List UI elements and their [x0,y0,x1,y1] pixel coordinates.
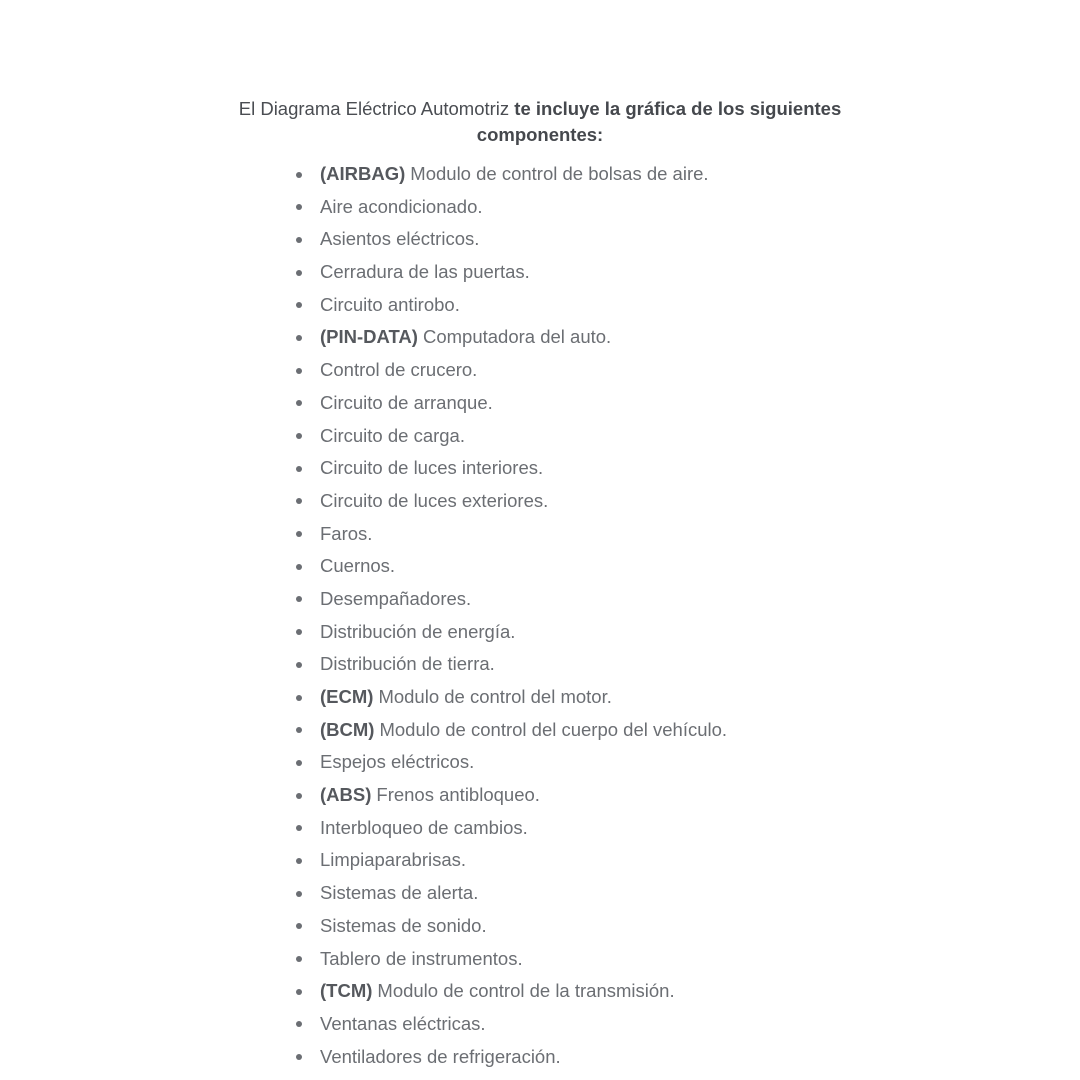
item-text: Distribución de energía. [320,620,516,642]
bullet-icon [296,204,302,210]
item-text: Faros. [320,522,373,544]
item-text: Control de crucero. [320,359,478,381]
bullet-icon [296,335,302,341]
item-text: Desempañadores. [320,587,472,609]
item-text: Sistemas de alerta. [320,882,479,904]
list-item [296,452,727,485]
list-item [296,616,727,649]
bullet-icon [296,923,302,929]
list-item [296,910,727,943]
bullet-icon [296,727,302,733]
bullet-icon [296,891,302,897]
item-text: Modulo de control de bolsas de aire. [410,163,709,184]
bullet-icon [296,629,302,635]
bullet-icon [296,466,302,472]
item-text: Frenos antibloqueo. [376,784,540,806]
list-item [296,844,727,877]
list-item [296,485,727,518]
list-item [296,223,727,256]
item-text: Cuernos. [320,555,396,577]
list-item [296,518,727,551]
list-item [296,191,727,224]
item-text: Cerradura de las puertas. [320,261,530,283]
item-text: Computadora del auto. [422,326,612,348]
item-abbreviation: (AIRBAG) [320,163,406,184]
item-text: Circuito de luces exteriores. [320,489,549,511]
item-text: Circuito de luces interiores. [320,457,544,479]
item-text: Interbloqueo de cambios. [320,816,528,838]
bullet-icon [296,858,302,864]
bullet-icon [296,760,302,766]
list-item [296,975,727,1008]
list-item [296,714,727,747]
item-text: Modulo de control del cuerpo del vehículo. [379,718,728,740]
list-item [296,321,727,354]
bullet-icon [296,498,302,504]
list-item [296,1041,727,1074]
list-item [296,158,727,191]
item-abbreviation: (TCM) [320,980,373,1002]
list-item [296,289,727,322]
bullet-icon [296,825,302,831]
item-text: Limpiaparabrisas. [320,849,467,871]
bullet-icon [296,302,302,308]
list-item [296,943,727,976]
bullet-icon [296,368,302,374]
item-text: Ventiladores de refrigeración. [320,1045,561,1067]
list-item [296,354,727,387]
list-item [296,387,727,420]
list-item [296,1008,727,1041]
item-text: Distribución de tierra. [320,653,495,675]
bullet-icon [296,956,302,962]
list-item [296,648,727,681]
item-text: Aire acondicionado. [320,195,483,217]
list-item [296,812,727,845]
bullet-icon [296,793,302,799]
bullet-icon [296,172,302,178]
intro-bold-text: te incluye la gráfica de los siguientes componentes: [476,97,842,145]
item-abbreviation: (BCM) [320,718,375,740]
item-text: Modulo de control de la transmisión. [377,980,675,1002]
item-text: Sistemas de sonido. [320,914,487,936]
item-abbreviation: (ECM) [320,686,374,707]
item-text: Modulo de control del motor. [378,686,612,707]
intro-text: El Diagrama Eléctrico Automotriz [238,97,510,119]
list-item [296,420,727,453]
list-item [296,746,727,779]
components-list [296,158,727,1073]
item-text: Circuito antirobo. [320,293,460,315]
bullet-icon [296,270,302,276]
intro-paragraph [200,96,880,148]
list-item [296,256,727,289]
item-abbreviation: (ABS) [320,784,372,806]
bullet-icon [296,596,302,602]
list-item [296,681,727,714]
bullet-icon [296,1021,302,1027]
item-abbreviation: (PIN-DATA) [320,326,418,348]
bullet-icon [296,433,302,439]
bullet-icon [296,564,302,570]
bullet-icon [296,237,302,243]
list-item [296,779,727,812]
bullet-icon [296,400,302,406]
item-text: Circuito de carga. [320,424,465,446]
list-item [296,583,727,616]
bullet-icon [296,695,302,701]
bullet-icon [296,989,302,995]
item-text: Circuito de arranque. [320,391,493,413]
bullet-icon [296,1054,302,1060]
item-text: Asientos eléctricos. [320,228,480,250]
item-text: Ventanas eléctricas. [320,1012,486,1034]
bullet-icon [296,531,302,537]
bullet-icon [296,662,302,668]
list-item [296,877,727,910]
item-text: Tablero de instrumentos. [320,947,523,969]
list-item [296,550,727,583]
item-text: Espejos eléctricos. [320,751,475,773]
